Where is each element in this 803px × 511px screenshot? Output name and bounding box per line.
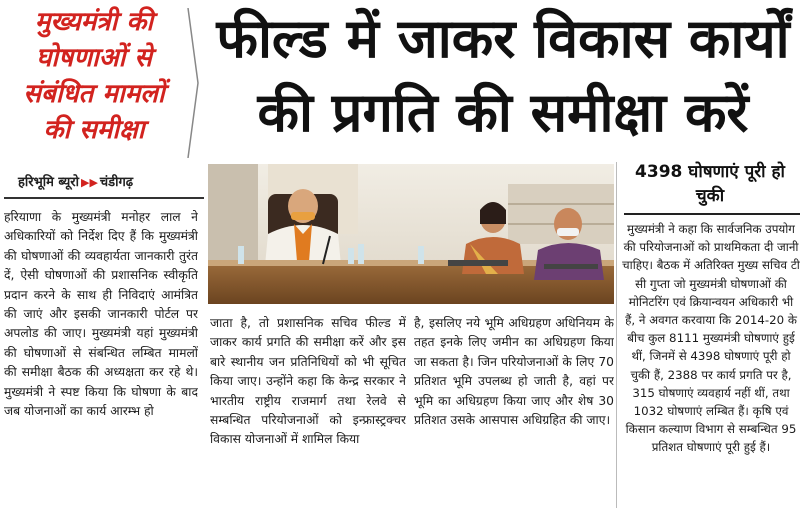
kicker-line: घोषणाओं से — [36, 43, 152, 73]
kicker-line: संबंधित मामलों — [23, 79, 165, 109]
headline-line: फील्ड में जाकर विकास कार्यों — [216, 7, 790, 70]
sidebar-heading: 4398 घोषणाएं पूरी हो चुकी — [635, 162, 785, 206]
byline-agency: हरिभूमि ब्यूरो — [18, 175, 79, 190]
column-rule — [616, 162, 617, 508]
kicker-divider — [186, 8, 200, 158]
article-column-1: हरियाणा के मुख्यमंत्री मनोहर लाल ने अधिकारियों को निर्देश दिए हैं कि मुख्यमंत्री की घोषणाओं की व्यवहार्यता जानकारी तुरंत दें, ऐसी घोषणाओं की प्रशासनिक स्वीकृति प्रदान करने के साथ ही निविदाएं आमंत्रित की जाएं और इसकी जानकारी पोर्टल पर अपलोड की जाए। मुख्यमंत्री यहां मुख्यमंत्री की घोषणाओं से संबन्धित लम्बित मामलों की समीक्षा बैठक की अध्यक्षता कर रहे थे। मुख्यमंत्री ने स्पष्ट किया कि घोषणा के बाद जब योजनाओं का कार्य आरम्भ हो — [4, 210, 198, 419]
sidebar-body: मुख्यमंत्री ने कहा कि सार्वजनिक उपयोग की परियोजनाओं को प्राथमिकता दी जानी चाहिए। बैठक में अतिरिक्त मुख्य सचिव टी सी गुप्ता जो मुख्यमंत्री घोषणाओं की मोनिटरिंग एवं क्रियान्वयन अधिकारी भी हैं, ने अवगत करवाया कि 2014-20 के बीच कुल 8111 मुख्यमंत्री घोषणाएं हुई थीं, जिनमें से 4398 घोषणाएं पूरी हो चुकी हैं, 2388 पर कार्य प्रगति पर है, 315 घोषणाएं व्यवहार्य नहीं थीं, तथा 1032 घोषणाएं लम्बित हैं। कृषि एवं किसान कल्याण विभाग से सम्बन्धित 95 प्रतिशत घोषणाएं पूरी हुई हैं। — [622, 222, 800, 455]
kicker-line: मुख्यमंत्री की — [34, 7, 154, 37]
article-column-2: जाता है, तो प्रशासनिक सचिव फील्ड में जाकर कार्य प्रगति की समीक्षा करें और इस बारे स्थानीय जन प्रतिनिधियों को भी सूचित किया जाए। उन्होंने कहा कि केन्द्र सरकार ने भारतीय राष्ट्रीय राजमार्ग तथा रेलवे से सम्बन्धित परियोजनाओं को इन्फ्रास्ट्रक्चर विकास योजनाओं में शामिल किया — [210, 316, 406, 447]
byline-city: चंडीगढ़ — [99, 175, 134, 190]
sidebar-rule — [624, 213, 800, 215]
byline-rule — [4, 197, 204, 199]
meeting-photo — [208, 164, 614, 304]
byline — [18, 172, 204, 194]
byline-arrows-icon: ▶▶ — [80, 176, 98, 189]
kicker-line: की समीक्षा — [43, 115, 145, 145]
article-column-3: है, इसलिए नये भूमि अधिग्रहण अधिनियम के तहत इनके लिए जमीन का अधिग्रहण किया जा सकता है। जिन परियोजनाओं के लिए 70 प्रतिशत भूमि उपलब्ध हो जाती है, वहां पर भूमि का अधिग्रहण किया जाए और शेष 30 प्रतिशत उसके आसपास अधिग्रहित की जाए। — [414, 316, 614, 428]
headline-line: की प्रगति की समीक्षा करें — [257, 81, 749, 144]
headline — [206, 2, 800, 158]
kicker-heading — [4, 4, 184, 154]
